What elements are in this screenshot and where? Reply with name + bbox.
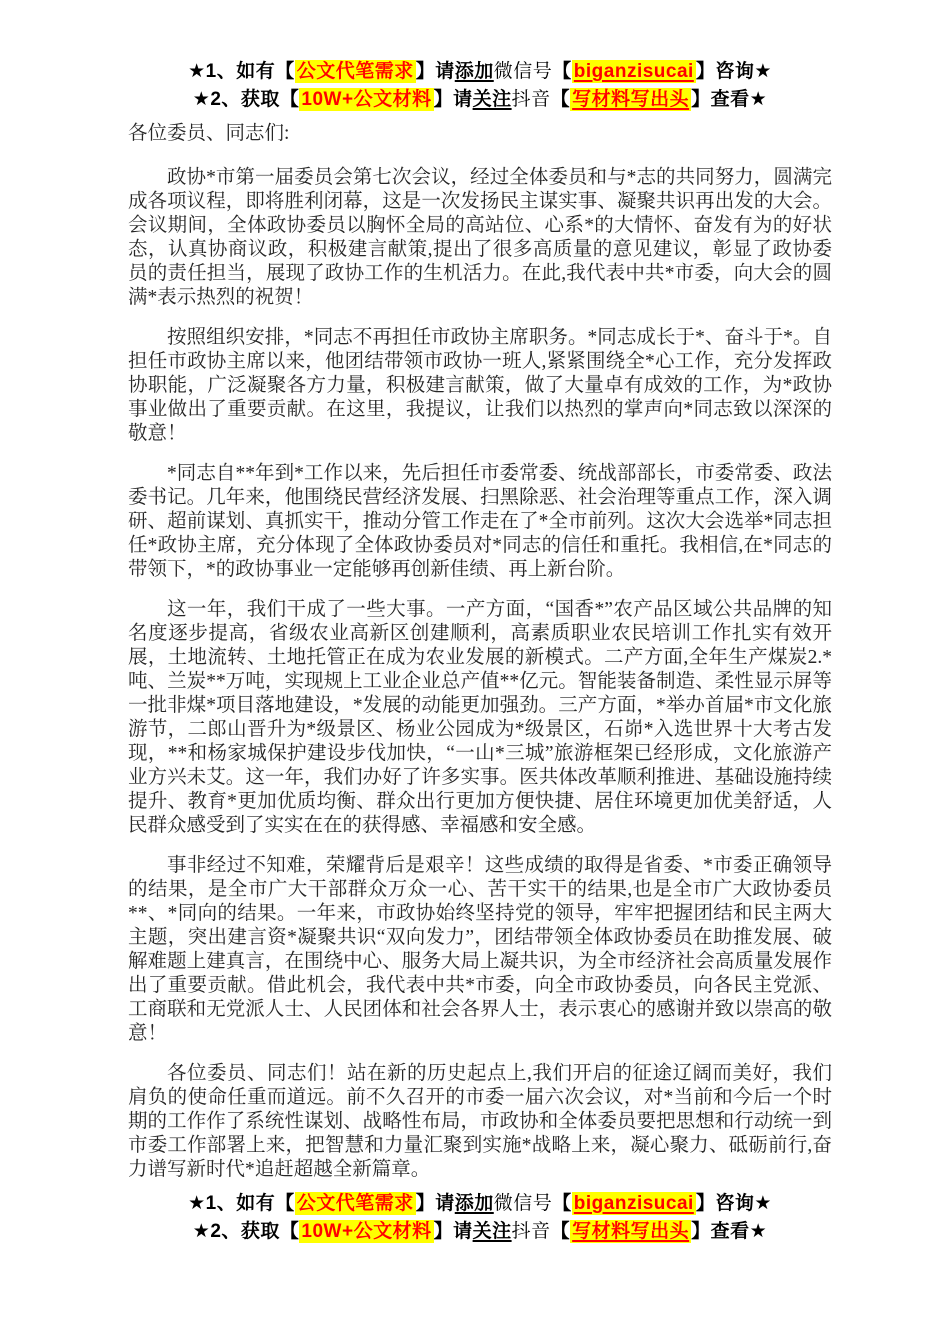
action-follow: 关注 [472, 1220, 512, 1242]
action-add: 添加 [454, 61, 494, 82]
douyin-label: 抖音 [511, 1220, 551, 1242]
douyin-label: 抖音 [511, 89, 551, 110]
star-prefix: ★2、获取【 [192, 1220, 300, 1242]
document-body [128, 122, 832, 1182]
promo-line [128, 1190, 832, 1218]
star-prefix: ★2、获取【 [192, 89, 300, 110]
action-follow: 关注 [472, 89, 512, 110]
bracket-open: 【 [552, 1192, 572, 1214]
bracket-please: 】请 [415, 1192, 455, 1214]
paragraph-5: 事非经过不知难，荣耀背后是艰辛！这些成绩的取得是省委、*市委正确领导的结果，是全市广大干部群众万众一心、苦干实干的结果,也是全市广大政协委员**、*同向的结果。一年来，市政协始终坚持党的领导，牢牢把握团结和民主两大主题，突出建言资*凝聚共识“双向发力”，团结带领全体政协委员在助推发展、破解难题上建真言，在围绕中心、服务大局上凝共识，为全市经济社会高质量发展作出了重要贡献。借此机会，我代表中共*市委，向全市政协委员，向各民主党派、工商联和无党派人士、人民团体和社会各界人士，表示衷心的感谢并致以崇高的敬意！ [128, 854, 832, 1044]
action-add: 添加 [454, 1192, 494, 1214]
document-paragraphs [128, 166, 832, 1182]
suffix-consult: 】咨询★ [695, 1192, 772, 1214]
promo-line [128, 86, 832, 114]
promo-line [128, 1218, 832, 1246]
suffix-consult: 】咨询★ [695, 61, 772, 82]
douyin-id: 写材料写出头 [572, 1220, 690, 1242]
wechat-label: 微信号 [493, 61, 553, 82]
salutation: 各位委员、同志们: [128, 123, 290, 144]
douyin-id: 写材料写出头 [572, 89, 690, 110]
suffix-view: 】查看★ [691, 89, 768, 110]
paragraph-1: 政协*市第一届委员会第七次会议，经过全体委员和与*志的共同努力，圆满完成各项议程，即将胜利闭幕，这是一次发扬民主谋实事、凝聚共识再出发的大会。会议期间，全体政协委员以胸怀全局的高站位、心系*的大情怀、奋发有为的好状态，认真协商议政，积极建言献策,提出了很多高质量的意见建议，彰显了政协委员的责任担当，展现了政协工作的生机活力。在此,我代表中共*市委，向大会的圆满*表示热烈的祝贺！ [128, 166, 832, 308]
material-highlight: 10W+公文材料 [301, 89, 432, 110]
material-highlight: 10W+公文材料 [301, 1220, 432, 1242]
promo-banner-bottom [128, 1190, 832, 1246]
bracket-open: 【 [550, 89, 571, 110]
service-highlight: 公文代笔需求 [296, 61, 414, 82]
wechat-id: biganzisucai [573, 1192, 694, 1214]
star-prefix: ★1、如有【 [188, 61, 295, 82]
wechat-label: 微信号 [493, 1192, 553, 1214]
bracket-please: 】请 [433, 1220, 473, 1242]
wechat-id: biganzisucai [573, 61, 694, 82]
star-prefix: ★1、如有【 [188, 1192, 295, 1214]
bracket-open: 【 [552, 61, 572, 82]
paragraph-6: 各位委员、同志们！站在新的历史起点上,我们开启的征途辽阔而美好，我们肩负的使命任重而道远。前不久召开的市委一届六次会议，对*当前和今后一个时期的工作作了系统性谋划、战略性布局，市政协和全体委员要把思想和行动统一到市委工作部署上来，把智慧和力量汇聚到实施*战略上来，凝心聚力、砥砺前行,奋力谱写新时代*追赶超越全新篇章。 [128, 1062, 832, 1180]
suffix-view: 】查看★ [691, 1220, 768, 1242]
bracket-please: 】请 [415, 61, 455, 82]
promo-line [128, 58, 832, 86]
paragraph-3: *同志自**年到*工作以来，先后担任市委常委、统战部部长，市委常委、政法委书记。几年来，他围绕民营经济发展、扫黑除恶、社会治理等重点工作，深入调研、超前谋划、真抓实干，推动分管工作走在了*全市前列。这次大会选举*同志担任*政协主席，充分体现了全体政协委员对*同志的信任和重托。我相信,在*同志的带领下，*的政协事业一定能够再创新佳绩、再上新台阶。 [128, 462, 832, 580]
paragraph-4: 这一年，我们干成了一些大事。一产方面，“国香*”农产品区域公共品牌的知名度逐步提高，省级农业高新区创建顺利，高素质职业农民培训工作扎实有效开展，土地流转、土地托管正在成为农业发展的新模式。二产方面,全年生产煤炭2.*吨、兰炭**万吨，实现规上工业企业总产值**亿元。智能装备制造、柔性显示屏等一批非煤*项目落地建设，*发展的动能更加强劲。三产方面，*举办首届*市文化旅游节，二郎山晋升为*级景区、杨业公园成为*级景区，石峁*入选世界十大考古发现，**和杨家城保护建设步伐加快，“一山*三城”旅游框架已经形成，文化旅游产业方兴未艾。这一年，我们办好了许多实事。医共体改革顺利推进、基础设施持续提升、教育*更加优质均衡、群众出行更加方便快捷、居住环境更加优美舒适，人民群众感受到了实实在在的获得感、幸福感和安全感。 [128, 598, 832, 836]
paragraph-2: 按照组织安排，*同志不再担任市政协主席职务。*同志成长于*、奋斗于*。自担任市政协主席以来，他团结带领市政协一班人,紧紧围绕全*心工作，充分发挥政协职能，广泛凝聚各方力量，积极建言献策，做了大量卓有成效的工作，为*政协事业做出了重要贡献。在这里，我提议，让我们以热烈的掌声向*同志致以深深的敬意！ [128, 326, 832, 444]
bracket-please: 】请 [433, 89, 473, 110]
promo-banner-top [128, 58, 832, 114]
bracket-open: 【 [550, 1220, 571, 1242]
service-highlight: 公文代笔需求 [296, 1192, 414, 1214]
